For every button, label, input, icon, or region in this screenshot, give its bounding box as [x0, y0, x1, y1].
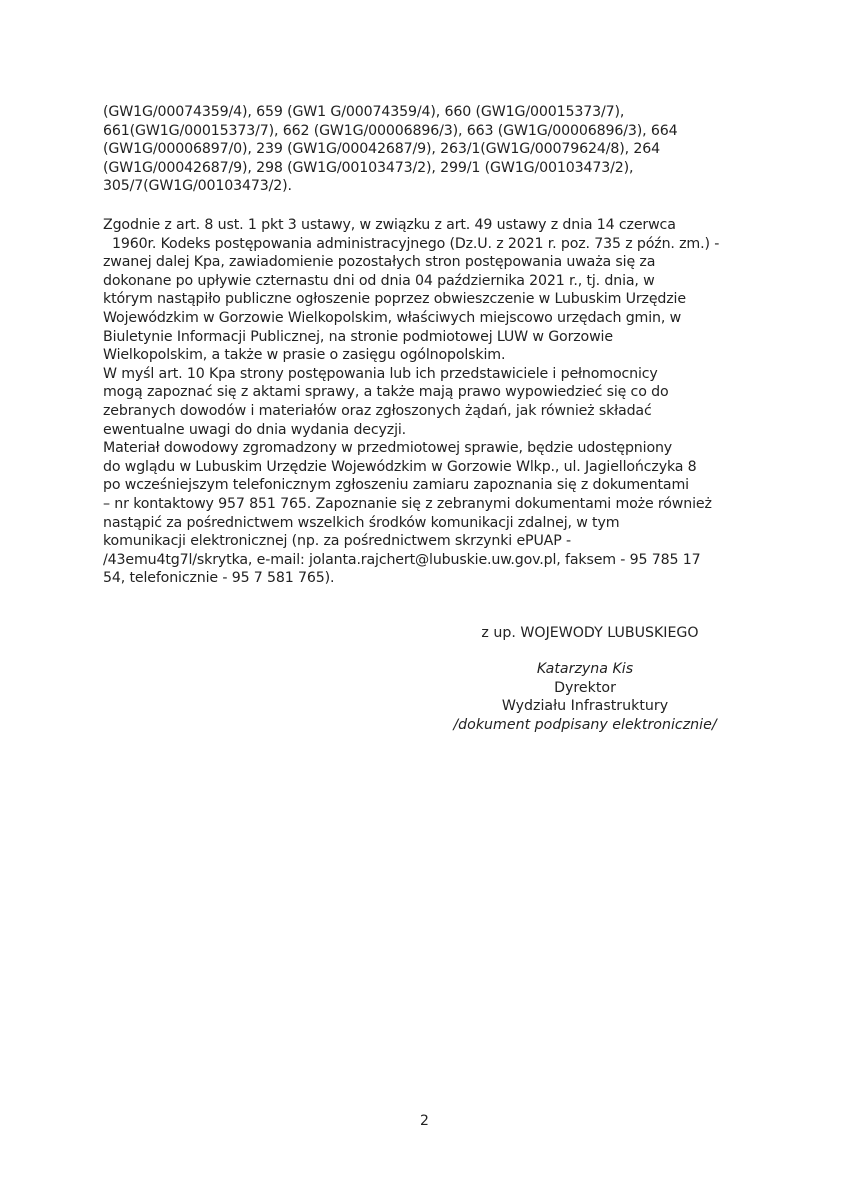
- text-line: mogą zapoznać się z aktami sprawy, a także mają prawo wypowiedzieć się co do: [103, 384, 669, 401]
- signature-authority: z up. WOJEWODY LUBUSKIEGO: [481, 625, 699, 641]
- text-line: (GW1G/00006897/0), 239 (GW1G/00042687/9), 263/1(GW1G/00079624/8), 264: [103, 141, 660, 158]
- text-line: Biuletynie Informacji Publicznej, na stronie podmiotowej LUW w Gorzowie: [103, 328, 613, 345]
- text-line: 305/7(GW1G/00103473/2).: [103, 178, 292, 195]
- text-line: 54, telefonicznie - 95 7 581 765).: [103, 570, 335, 587]
- page-number: 2: [420, 1113, 429, 1129]
- signatory-position: Dyrektor: [554, 679, 616, 696]
- text-line: Wojewódzkim w Gorzowie Wielkopolskim, właściwych miejscowo urzędach gmin, w: [103, 309, 682, 326]
- text-line: Materiał dowodowy zgromadzony w przedmiotowej sprawie, będzie udostępniony: [103, 440, 673, 457]
- text-line: W myśl art. 10 Kpa strony postępowania lub ich przedstawiciele i pełnomocnicy: [103, 365, 658, 382]
- text-line: nastąpić za pośrednictwem wszelkich środków komunikacji zdalnej, w tym: [103, 514, 620, 531]
- text-line: (GW1G/00074359/4), 659 (GW1 G/00074359/4), 660 (GW1G/00015373/7),: [103, 104, 625, 120]
- text-line: którym nastąpiło publiczne ogłoszenie poprzez obwieszczenie w Lubuskim Urzędzie: [103, 291, 686, 308]
- text-line: zwanej dalej Kpa, zawiadomienie pozostałych stron postępowania uważa się za: [103, 254, 656, 271]
- text-line: dokonane po upływie czternastu dni od dnia 04 października 2021 r., tj. dnia, w: [103, 272, 655, 289]
- signatory-name: Katarzyna Kis: [536, 661, 634, 677]
- text-line: 661(GW1G/00015373/7), 662 (GW1G/00006896/3), 663 (GW1G/00006896/3), 664: [103, 122, 678, 139]
- parcel-list-paragraph: [103, 103, 763, 196]
- text-line: komunikacji elektronicznej (np. za pośrednictwem skrzynki ePUAP -: [103, 533, 571, 550]
- text-line: 1960r. Kodeks postępowania administracyjnego (Dz.U. z 2021 r. poz. 735 z późn. zm.) -: [112, 235, 720, 252]
- text-line: – nr kontaktowy 957 851 765. Zapoznanie się z zebranymi dokumentami może również: [103, 495, 712, 512]
- text-line: zebranych dowodów i materiałów oraz zgłoszonych żądań, jak również składać: [103, 402, 652, 419]
- electronic-signature-note: /dokument podpisany elektronicznie/: [453, 716, 717, 733]
- text-line: Zgodnie z art. 8 ust. 1 pkt 3 ustawy, w związku z art. 49 ustawy z dnia 14 czerwca: [103, 217, 676, 233]
- text-line: (GW1G/00042687/9), 298 (GW1G/00103473/2), 299/1 (GW1G/00103473/2),: [103, 159, 634, 176]
- signature-block: [380, 660, 790, 734]
- signatory-department: Wydziału Infrastruktury: [501, 698, 669, 715]
- text-line: po wcześniejszym telefonicznym zgłoszeniu zamiaru zapoznania się z dokumentami: [103, 477, 689, 494]
- text-line: do wglądu w Lubuskim Urzędzie Wojewódzkim w Gorzowie Wlkp., ul. Jagiellończyka 8: [103, 458, 697, 475]
- text-line: /43emu4tg7l/skrytka, e-mail: jolanta.rajchert@lubuskie.uw.gov.pl, faksem - 95 785 17: [103, 551, 701, 568]
- text-line: ewentualne uwagi do dnia wydania decyzji.: [103, 421, 407, 438]
- notice-paragraphs: [103, 216, 763, 588]
- text-line: Wielkopolskim, a także w prasie o zasięgu ogólnopolskim.: [103, 347, 506, 364]
